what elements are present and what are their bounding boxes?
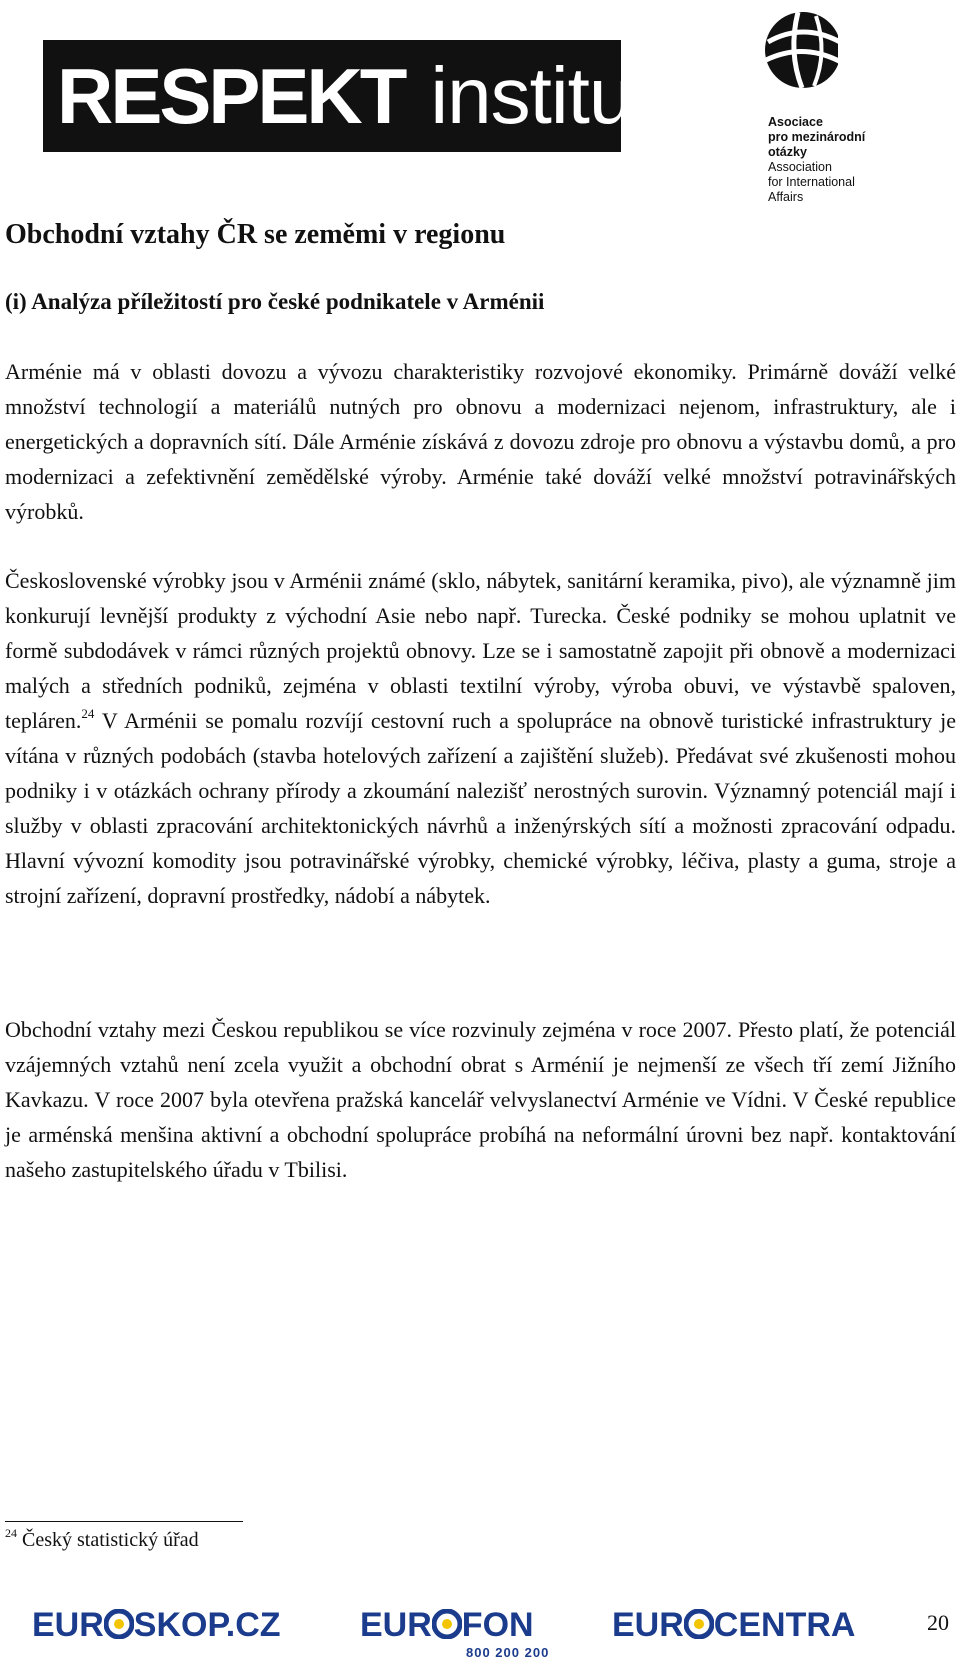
paragraph-1-text: Arménie má v oblasti dovozu a vývozu charakteristiky rozvojové ekonomiky. Primárně dováží velké množství technologií a materiálů nutných pro obnovu a modernizaci nejenom, infrastruktury, ale i energetických a dopravních sítí. Dále Arménie získává z dovozu zdroje pro obnovu a výstavbu domů, a pro modernizaci a zefektivnění zemědělské výroby. Arménie také dováží velké množství potravinářských výrobků.: [5, 359, 956, 524]
euroskop-logo-part: SKOP.CZ: [133, 1606, 281, 1644]
page-number: 20: [927, 1610, 949, 1635]
footer-logos: [0, 1585, 960, 1665]
paragraph-2-text: [5, 563, 956, 913]
euroskop-logo-part: EUR: [32, 1606, 104, 1644]
footnote-text: Český statistický úřad: [17, 1529, 199, 1551]
amo-globe-icon: [758, 2, 838, 112]
respekt-logo-bold: RESPEKT: [57, 52, 405, 140]
eurocentra-logo-part: CENTRA: [713, 1606, 856, 1644]
amo-line: otázky: [768, 145, 807, 159]
paragraph-2: [5, 563, 956, 913]
eurocentra-logo: [612, 1605, 855, 1645]
footnote: [5, 1525, 199, 1555]
amo-logo: [758, 2, 908, 202]
respekt-institut-logo: [43, 40, 654, 152]
eurofon-phone: 800 200 200: [466, 1645, 550, 1660]
amo-line: pro mezinárodní: [768, 130, 866, 144]
eu-stars-icon: [432, 1609, 462, 1639]
eurofon-logo: [360, 1605, 534, 1645]
amo-logo-text: [768, 115, 865, 205]
euroskop-logo: [32, 1605, 281, 1645]
eurofon-logo-part: FON: [461, 1606, 534, 1644]
footnote-number: 24: [5, 1526, 17, 1540]
paragraph-3: [5, 1012, 956, 1187]
paragraph-2-part-a: Československé výrobky jsou v Arménii známé (sklo, nábytek, sanitární keramika, pivo), ale významně jim konkurují levnější produkty z východní Asie nebo např. Turecka. České podniky se mohou uplatnit ve formě subdodávek v rámci různých projektů obnovy. Lze se i samostatně zapojit při obnově a modernizaci malých a středních podniků, zejména v oblasti textilní výroby, výroba obuvi, ve výstavbě spaloven, tepláren.: [5, 568, 956, 733]
amo-line: Affairs: [768, 190, 804, 204]
footnote-separator: [5, 1521, 243, 1522]
eurofon-logo-part: EUR: [360, 1606, 432, 1644]
eu-stars-icon: [684, 1609, 714, 1639]
paragraph-2-part-b: V Arménii se pomalu rozvíjí cestovní ruch a spolupráce na obnově turistické infrastruktury je vítána v různých podobách (stavba hotelových zařízení a zajištění služeb). Předávat své zkušenosti mohou podniky i v otázkách ochrany přírody a zkoumání nalezišť nerostných surovin. Významný potenciál mají i služby v oblasti zpracování architektonických návrhů a inženýrských sítí a možnosti zpracování odpadu. Hlavní vývozní komodity jsou potravinářské výrobky, chemické výrobky, léčiva, plasty a guma, stroje a strojní zařízení, dopravní prostředky, nádobí a nábytek.: [5, 708, 956, 908]
eurocentra-logo-part: EUR: [612, 1606, 684, 1644]
eu-stars-icon: [104, 1609, 134, 1639]
amo-line: Association: [768, 160, 832, 174]
amo-line: for International: [768, 175, 855, 189]
paragraph-1: [5, 354, 956, 529]
document-title: Obchodní vztahy ČR se zeměmi v regionu: [5, 219, 506, 250]
footnote-reference[interactable]: 24: [81, 706, 95, 721]
document-subtitle: (i) Analýza příležitostí pro české podnikatele v Arménii: [5, 289, 545, 314]
respekt-logo-light: institut: [430, 51, 654, 140]
paragraph-3-text: Obchodní vztahy mezi Českou republikou se více rozvinuly zejména v roce 2007. Přesto platí, že potenciál vzájemných vztahů není zcela využit a obchodní obrat s Arménií je nejmenší ze všech tří zemí Jižního Kavkazu. V roce 2007 byla otevřena pražská kancelář velvyslanectví Arménie ve Vídni. V České republice je arménská menšina aktivní a obchodní spolupráce probíhá na neformální úrovni bez např. kontaktování našeho zastupitelského úřadu v Tbilisi.: [5, 1017, 956, 1182]
amo-line: Asociace: [768, 115, 823, 129]
